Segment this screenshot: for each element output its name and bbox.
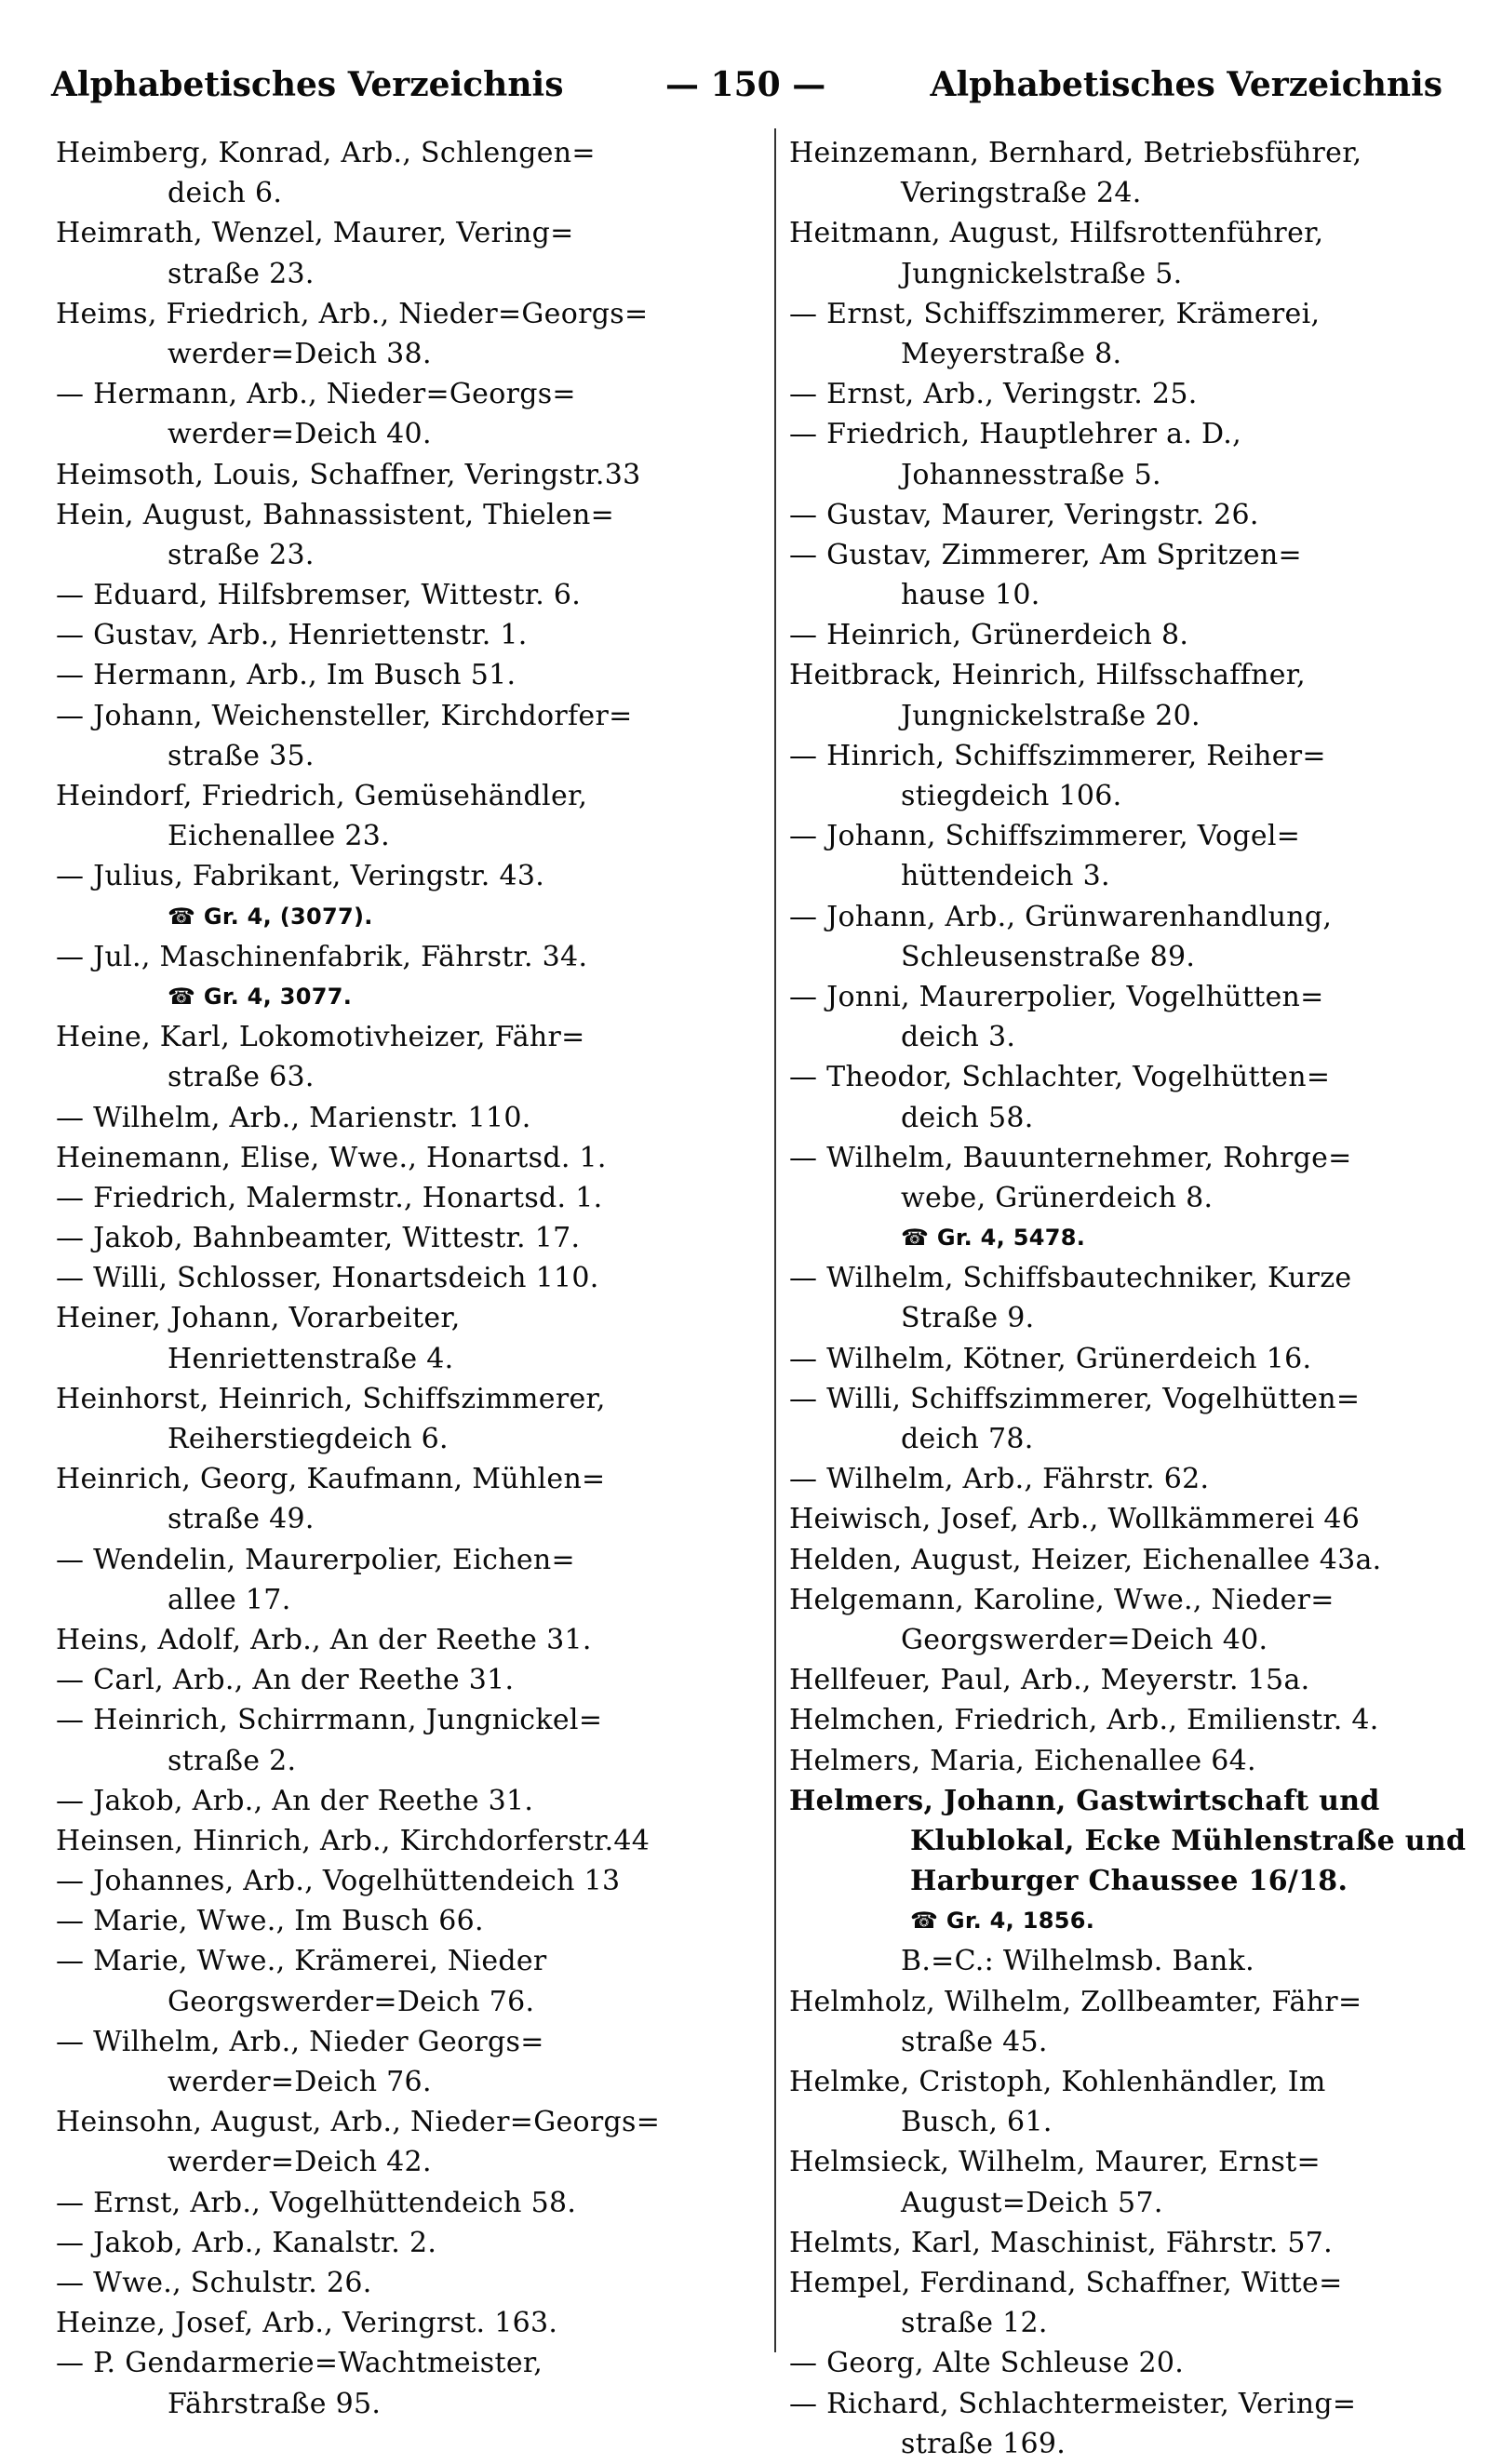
entry-line: deich 78. bbox=[901, 1423, 1034, 1455]
entry-line: deich 3. bbox=[901, 1021, 1016, 1054]
entry-line: — Wilhelm, Arb., Marienstr. 110. bbox=[56, 1101, 531, 1134]
entry-line: — Heinrich, Schirrmann, Jungnickel= bbox=[56, 1704, 603, 1737]
entry-line: Hempel, Ferdinand, Schaffner, Witte= bbox=[789, 2266, 1343, 2299]
entry-line: — Carl, Arb., An der Reethe 31. bbox=[56, 1664, 515, 1697]
entry-line: — Gustav, Maurer, Veringstr. 26. bbox=[789, 498, 1259, 531]
entry-line: straße 2. bbox=[168, 1744, 297, 1777]
entry-line: werder=Deich 42. bbox=[168, 2146, 432, 2179]
entry-line: — Gustav, Arb., Henriettenstr. 1. bbox=[56, 619, 528, 652]
entry-line: — Wilhelm, Arb., Fährstr. 62. bbox=[789, 1463, 1210, 1496]
entry-line: straße 35. bbox=[168, 739, 315, 772]
header-left-title: Alphabetisches Verzeichnis bbox=[51, 65, 564, 104]
entry-line: Helmts, Karl, Maschinist, Fährstr. 57. bbox=[789, 2226, 1333, 2259]
entry-line: — Jakob, Arb., An der Reethe 31. bbox=[56, 1784, 534, 1817]
entry-line: — Wilhelm, Schiffsbautechniker, Kurze bbox=[789, 1262, 1352, 1295]
entry-line: — Ernst, Arb., Veringstr. 25. bbox=[789, 378, 1198, 411]
entry-line: werder=Deich 40. bbox=[168, 418, 432, 451]
entry-line: — Gustav, Zimmerer, Am Spritzen= bbox=[789, 538, 1302, 571]
entry-line: Heimsoth, Louis, Schaffner, Veringstr.33 bbox=[56, 458, 641, 491]
entry-line: Helmsieck, Wilhelm, Maurer, Ernst= bbox=[789, 2146, 1321, 2179]
entry-line: Heimrath, Wenzel, Maurer, Vering= bbox=[56, 217, 574, 250]
entry-line: Heinze, Josef, Arb., Veringrst. 163. bbox=[56, 2307, 558, 2340]
entry-line: Reiherstiegdeich 6. bbox=[168, 1423, 449, 1455]
entry-line: Busch, 61. bbox=[901, 2106, 1053, 2139]
entry-line: — Johann, Arb., Grünwarenhandlung, bbox=[789, 900, 1333, 933]
entry-line: deich 6. bbox=[168, 177, 283, 210]
entry-line: Heinzemann, Bernhard, Betriebsführer, bbox=[789, 137, 1362, 169]
entry-line: Helmholz, Wilhelm, Zollbeamter, Fähr= bbox=[789, 1985, 1362, 2018]
entry-line: — Theodor, Schlachter, Vogelhütten= bbox=[789, 1061, 1331, 1094]
entry-line: — Ernst, Schiffszimmerer, Krämerei, bbox=[789, 297, 1321, 330]
entry-line: Schleusenstraße 89. bbox=[901, 940, 1196, 973]
entry-line: Heimberg, Konrad, Arb., Schlengen= bbox=[56, 137, 596, 169]
left-column bbox=[56, 133, 763, 2424]
entry-line: — Wilhelm, Bauunternehmer, Rohrge= bbox=[789, 1141, 1352, 1174]
entry-line: werder=Deich 76. bbox=[168, 2066, 432, 2098]
entry-line: — Willi, Schlosser, Honartsdeich 110. bbox=[56, 1262, 599, 1295]
entry-line: Heindorf, Friedrich, Gemüsehändler, bbox=[56, 780, 588, 812]
phone-line: ☎ Gr. 4, (3077). bbox=[168, 903, 373, 930]
entry-line: Meyerstraße 8. bbox=[901, 337, 1122, 370]
entry-line: B.=C.: Wilhelmsb. Bank. bbox=[901, 1945, 1254, 1978]
entry-line: — Georg, Alte Schleuse 20. bbox=[789, 2347, 1185, 2380]
entry-line: Henriettenstraße 4. bbox=[168, 1342, 454, 1375]
entry-line: Helmers, Maria, Eichenallee 64. bbox=[789, 1744, 1256, 1777]
entry-line: Fährstraße 95. bbox=[168, 2387, 382, 2420]
entry-line: Jungnickelstraße 20. bbox=[901, 699, 1201, 732]
entry-line: Heiwisch, Josef, Arb., Wollkämmerei 46 bbox=[789, 1503, 1361, 1536]
entry-line: Helgemann, Karoline, Wwe., Nieder= bbox=[789, 1583, 1335, 1616]
entry-line: stiegdeich 106. bbox=[901, 780, 1122, 812]
entry-line: straße 23. bbox=[168, 538, 315, 571]
entry-line: — Jakob, Arb., Kanalstr. 2. bbox=[56, 2226, 437, 2259]
entry-line: hüttendeich 3. bbox=[901, 860, 1110, 893]
entry-line: straße 169. bbox=[901, 2427, 1066, 2460]
entry-line: Georgswerder=Deich 76. bbox=[168, 1985, 535, 2018]
entry-line: Veringstraße 24. bbox=[901, 177, 1142, 210]
entry-line: — Friedrich, Hauptlehrer a. D., bbox=[789, 418, 1241, 451]
entry-line: Hellfeuer, Paul, Arb., Meyerstr. 15a. bbox=[789, 1664, 1310, 1697]
entry-line: Heinhorst, Heinrich, Schiffszimmerer, bbox=[56, 1382, 606, 1415]
phone-line: ☎ Gr. 4, 3077. bbox=[168, 983, 353, 1010]
entry-line: deich 58. bbox=[901, 1101, 1034, 1134]
entry-line: Heinemann, Elise, Wwe., Honartsd. 1. bbox=[56, 1141, 607, 1174]
entry-line: Heinsohn, August, Arb., Nieder=Georgs= bbox=[56, 2106, 661, 2139]
entry-line-bold: Helmers, Johann, Gastwirtschaft und bbox=[789, 1784, 1380, 1817]
entry-line: — Johannes, Arb., Vogelhüttendeich 13 bbox=[56, 1865, 621, 1898]
entry-line: Heims, Friedrich, Arb., Nieder=Georgs= bbox=[56, 297, 649, 330]
entry-line: — Jonni, Maurerpolier, Vogelhütten= bbox=[789, 980, 1324, 1013]
entry-line: — Richard, Schlachtermeister, Vering= bbox=[789, 2387, 1357, 2420]
entry-line: straße 63. bbox=[168, 1061, 315, 1094]
entry-line: — Wilhelm, Kötner, Grünerdeich 16. bbox=[789, 1342, 1312, 1375]
entry-line: allee 17. bbox=[168, 1583, 291, 1616]
entry-line: werder=Deich 38. bbox=[168, 337, 432, 370]
phone-line: ☎ Gr. 4, 5478. bbox=[901, 1225, 1086, 1252]
entry-line: Heine, Karl, Lokomotivheizer, Fähr= bbox=[56, 1021, 585, 1054]
entry-line: Helmke, Cristoph, Kohlenhändler, Im bbox=[789, 2066, 1326, 2098]
entry-line: Heitmann, August, Hilfsrottenführer, bbox=[789, 217, 1324, 250]
entry-line: — Hermann, Arb., Nieder=Georgs= bbox=[56, 378, 576, 411]
entry-line: — Marie, Wwe., Im Busch 66. bbox=[56, 1905, 484, 1938]
entry-line: Jungnickelstraße 5. bbox=[901, 257, 1183, 290]
entry-line: — Wwe., Schulstr. 26. bbox=[56, 2266, 372, 2299]
entry-line: — Hinrich, Schiffszimmerer, Reiher= bbox=[789, 739, 1326, 772]
entry-line: Heinsen, Hinrich, Arb., Kirchdorferstr.44 bbox=[56, 1824, 651, 1857]
entry-line: — Hermann, Arb., Im Busch 51. bbox=[56, 659, 516, 692]
entry-line: — Johann, Weichensteller, Kirchdorfer= bbox=[56, 699, 633, 732]
entry-line: Eichenallee 23. bbox=[168, 820, 391, 853]
page-header bbox=[51, 58, 1442, 114]
entry-line-bold: Klublokal, Ecke Mühlenstraße und bbox=[910, 1824, 1467, 1857]
entry-line-bold: Harburger Chaussee 16/18. bbox=[910, 1865, 1348, 1898]
entry-line: straße 12. bbox=[901, 2307, 1048, 2340]
entry-line: Johannesstraße 5. bbox=[901, 458, 1161, 491]
entry-line: — Heinrich, Grünerdeich 8. bbox=[789, 619, 1189, 652]
entry-line: — Eduard, Hilfsbremser, Wittestr. 6. bbox=[56, 579, 582, 612]
entry-line: Heiner, Johann, Vorarbeiter, bbox=[56, 1302, 461, 1335]
column-divider bbox=[774, 128, 776, 2352]
phone-line: ☎ Gr. 4, 1856. bbox=[910, 1908, 1095, 1935]
entry-line: Georgswerder=Deich 40. bbox=[901, 1623, 1268, 1656]
entry-line: Heins, Adolf, Arb., An der Reethe 31. bbox=[56, 1623, 592, 1656]
entry-line: Helden, August, Heizer, Eichenallee 43a. bbox=[789, 1543, 1382, 1576]
entry-line: Heitbrack, Heinrich, Hilfsschaffner, bbox=[789, 659, 1306, 692]
entry-line: — Johann, Schiffszimmerer, Vogel= bbox=[789, 820, 1301, 853]
entry-line: — Jul., Maschinenfabrik, Fährstr. 34. bbox=[56, 940, 588, 973]
entry-line: straße 45. bbox=[901, 2025, 1048, 2058]
page-number: — 150 — bbox=[665, 65, 826, 104]
entry-line: webe, Grünerdeich 8. bbox=[901, 1181, 1214, 1214]
entry-line: — Ernst, Arb., Vogelhüttendeich 58. bbox=[56, 2186, 577, 2219]
entry-line: — P. Gendarmerie=Wachtmeister, bbox=[56, 2347, 543, 2380]
entry-line: August=Deich 57. bbox=[901, 2186, 1163, 2219]
entry-line: straße 49. bbox=[168, 1503, 315, 1536]
entry-line: — Wendelin, Maurerpolier, Eichen= bbox=[56, 1543, 575, 1576]
entry-line: hause 10. bbox=[901, 579, 1040, 612]
entry-line: — Willi, Schiffszimmerer, Vogelhütten= bbox=[789, 1382, 1361, 1415]
entry-line: — Friedrich, Malermstr., Honartsd. 1. bbox=[56, 1181, 603, 1214]
entry-line: Hein, August, Bahnassistent, Thielen= bbox=[56, 498, 615, 531]
entry-line: Straße 9. bbox=[901, 1302, 1035, 1335]
entry-line: — Julius, Fabrikant, Veringstr. 43. bbox=[56, 860, 545, 893]
entry-line: — Wilhelm, Arb., Nieder Georgs= bbox=[56, 2025, 544, 2058]
header-right-title: Alphabetisches Verzeichnis bbox=[930, 65, 1442, 104]
entry-line: Helmchen, Friedrich, Arb., Emilienstr. 4. bbox=[789, 1704, 1379, 1737]
entry-line: — Jakob, Bahnbeamter, Wittestr. 17. bbox=[56, 1222, 581, 1255]
right-column bbox=[789, 133, 1467, 2464]
entry-line: straße 23. bbox=[168, 257, 315, 290]
entry-line: Heinrich, Georg, Kaufmann, Mühlen= bbox=[56, 1463, 606, 1496]
entry-line: — Marie, Wwe., Krämerei, Nieder bbox=[56, 1945, 547, 1978]
